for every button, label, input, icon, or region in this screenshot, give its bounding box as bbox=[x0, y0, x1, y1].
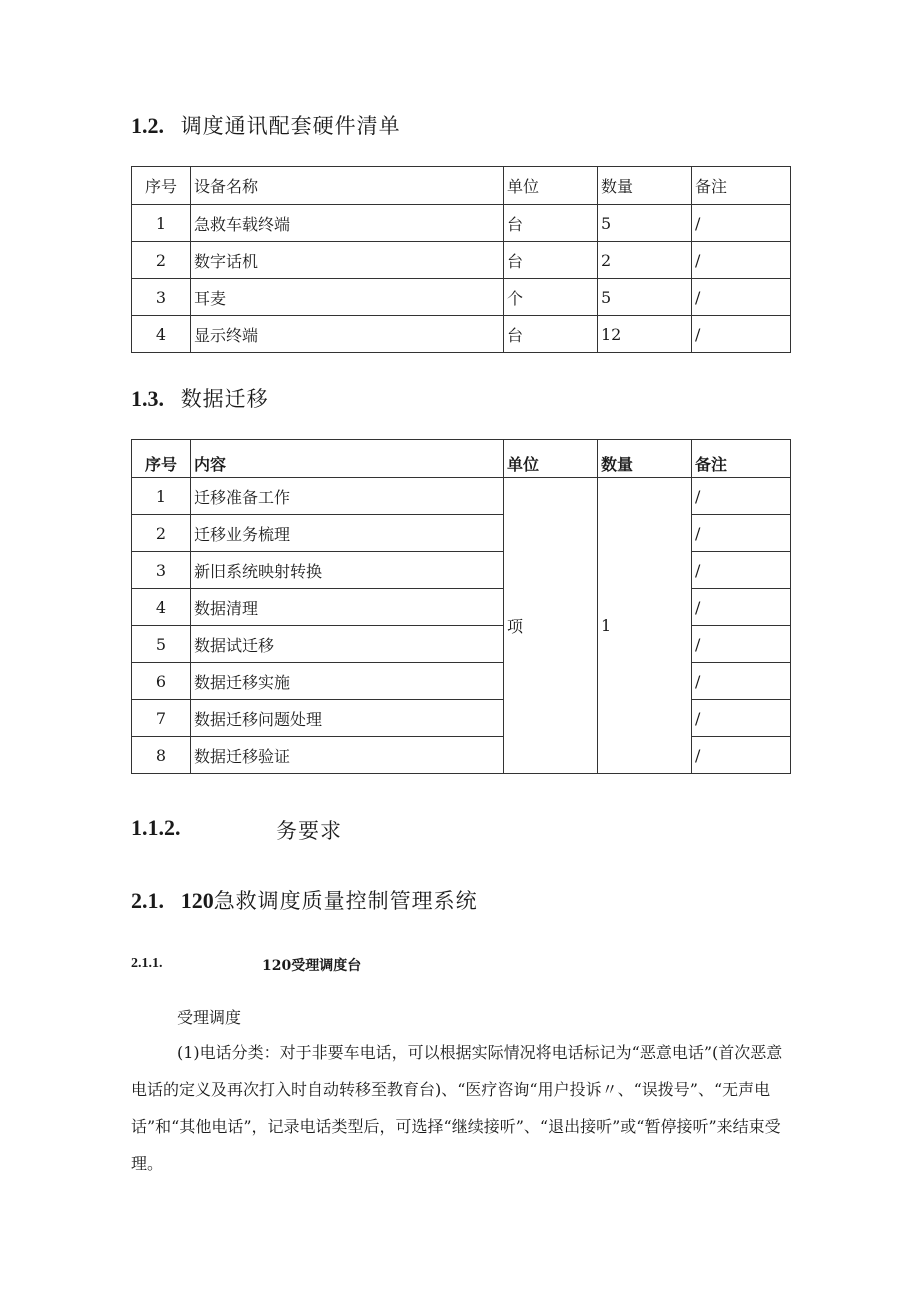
table-row bbox=[132, 279, 791, 316]
hardware-table bbox=[131, 166, 791, 353]
remark-cell: / bbox=[692, 552, 791, 589]
header-cell: 序号 bbox=[132, 167, 191, 205]
section-heading-1-3 bbox=[131, 383, 269, 413]
section-title: 调度通讯配套硬件清单 bbox=[180, 114, 401, 138]
header-cell: 单位 bbox=[504, 167, 598, 205]
remark-cell: / bbox=[692, 242, 791, 279]
table-header-row bbox=[132, 167, 791, 205]
table-row bbox=[132, 478, 791, 515]
header-cell: 设备名称 bbox=[191, 167, 504, 205]
header-cell: 内容 bbox=[191, 440, 504, 478]
remark-cell: / bbox=[692, 515, 791, 552]
section-title: 务要求 bbox=[276, 819, 342, 843]
remark-cell: / bbox=[692, 205, 791, 242]
row-index: 4 bbox=[132, 589, 191, 626]
unit-cell: 台 bbox=[504, 316, 598, 353]
quantity-merged-cell: 1 bbox=[598, 478, 692, 774]
content-cell: 数据迁移实施 bbox=[191, 663, 504, 700]
header-cell: 序号 bbox=[132, 440, 191, 478]
row-index: 2 bbox=[132, 515, 191, 552]
section-heading-1-1-2 bbox=[131, 815, 342, 843]
row-index: 7 bbox=[132, 700, 191, 737]
quantity-cell: 12 bbox=[598, 316, 692, 353]
table-row bbox=[132, 663, 791, 700]
remark-cell: / bbox=[692, 663, 791, 700]
content-cell: 新旧系统映射转换 bbox=[191, 552, 504, 589]
header-cell: 数量 bbox=[598, 167, 692, 205]
row-index: 8 bbox=[132, 737, 191, 774]
table-row bbox=[132, 205, 791, 242]
device-name: 显示终端 bbox=[191, 316, 504, 353]
section-number: 1.2. bbox=[131, 113, 164, 138]
table-row bbox=[132, 242, 791, 279]
section-title: 120受理调度台 bbox=[262, 958, 362, 974]
table-row bbox=[132, 552, 791, 589]
remark-cell: / bbox=[692, 626, 791, 663]
remark-cell: / bbox=[692, 279, 791, 316]
section-number: 2.1.1. bbox=[131, 956, 163, 971]
row-index: 1 bbox=[132, 478, 191, 515]
remark-cell: / bbox=[692, 316, 791, 353]
table-row bbox=[132, 700, 791, 737]
section-number: 2.1. bbox=[131, 888, 164, 913]
table-row bbox=[132, 515, 791, 552]
remark-cell: / bbox=[692, 700, 791, 737]
row-index: 5 bbox=[132, 626, 191, 663]
unit-cell: 台 bbox=[504, 205, 598, 242]
unit-cell: 个 bbox=[504, 279, 598, 316]
remark-cell: / bbox=[692, 478, 791, 515]
device-name: 急救车载终端 bbox=[191, 205, 504, 242]
section-number: 1.1.2. bbox=[131, 815, 181, 840]
device-name: 数字话机 bbox=[191, 242, 504, 279]
section-heading-2-1 bbox=[131, 885, 478, 915]
remark-cell: / bbox=[692, 737, 791, 774]
table-row bbox=[132, 316, 791, 353]
row-index: 3 bbox=[132, 279, 191, 316]
content-cell: 数据试迁移 bbox=[191, 626, 504, 663]
section-heading-1-2 bbox=[131, 110, 401, 140]
subheading: 受理调度 bbox=[177, 1008, 242, 1027]
row-index: 1 bbox=[132, 205, 191, 242]
body-paragraph: (1)电话分类：对于非要车电话，可以根据实际情况将电话标记为“恶意电话”(首次恶意电话的定义及再次打入时自动转移至教育台)、“医疗咨询“用户投诉〃、“误拨号”、“无声电话”和“其他电话”，记录电话类型后，可选择“继续接听”、“退出接听”或“暂停接听”来结束受理。 bbox=[131, 1043, 783, 1173]
table-row bbox=[132, 589, 791, 626]
remark-cell: / bbox=[692, 589, 791, 626]
header-cell: 单位 bbox=[504, 440, 598, 478]
section-number: 1.3. bbox=[131, 386, 164, 411]
quantity-cell: 5 bbox=[598, 205, 692, 242]
unit-merged-cell: 项 bbox=[504, 478, 598, 774]
row-index: 2 bbox=[132, 242, 191, 279]
table-row bbox=[132, 737, 791, 774]
content-cell: 数据清理 bbox=[191, 589, 504, 626]
row-index: 6 bbox=[132, 663, 191, 700]
header-cell: 备注 bbox=[692, 440, 791, 478]
header-cell: 备注 bbox=[692, 167, 791, 205]
unit-cell: 台 bbox=[504, 242, 598, 279]
table-header-row bbox=[132, 440, 791, 478]
row-index: 4 bbox=[132, 316, 191, 353]
quantity-cell: 5 bbox=[598, 279, 692, 316]
section-title: 急救调度质量控制管理系统 bbox=[213, 889, 478, 913]
content-cell: 迁移准备工作 bbox=[191, 478, 504, 515]
header-cell: 数量 bbox=[598, 440, 692, 478]
row-index: 3 bbox=[132, 552, 191, 589]
quantity-cell: 2 bbox=[598, 242, 692, 279]
content-cell: 数据迁移问题处理 bbox=[191, 700, 504, 737]
content-cell: 数据迁移验证 bbox=[191, 737, 504, 774]
section-prefix: 120 bbox=[180, 888, 214, 913]
table-row bbox=[132, 626, 791, 663]
device-name: 耳麦 bbox=[191, 279, 504, 316]
migration-table bbox=[131, 439, 791, 774]
content-cell: 迁移业务梳理 bbox=[191, 515, 504, 552]
section-heading-2-1-1 bbox=[131, 955, 362, 974]
section-title: 数据迁移 bbox=[180, 387, 269, 411]
